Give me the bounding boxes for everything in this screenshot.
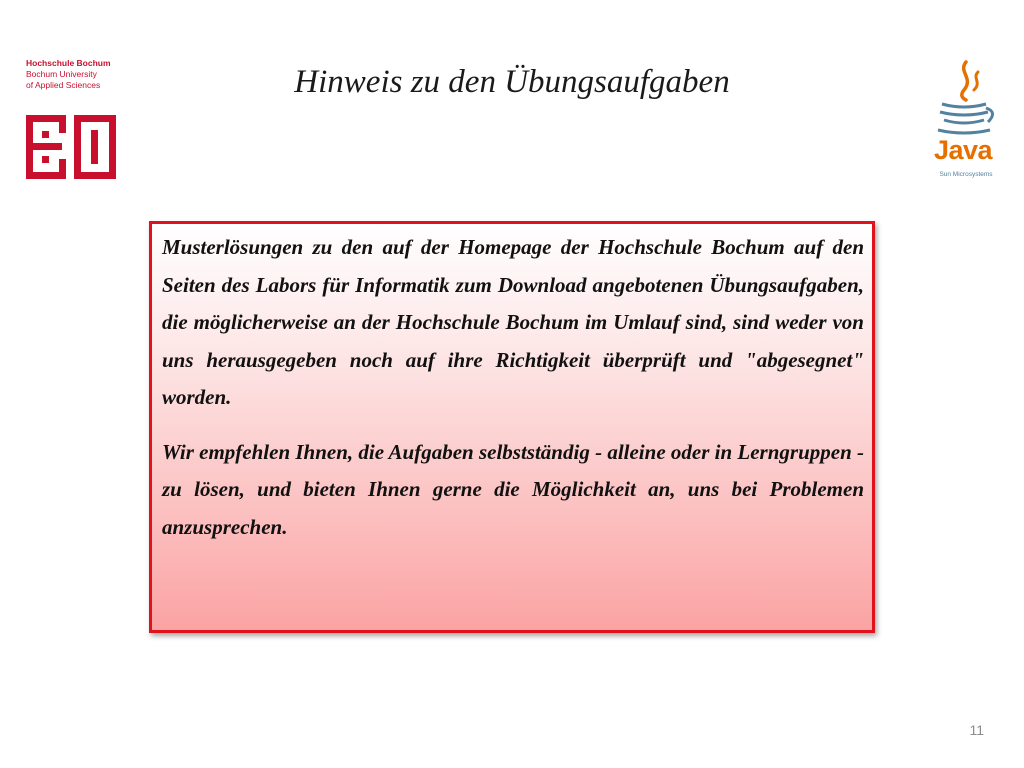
notice-box <box>149 221 875 633</box>
notice-paragraph-2: Wir empfehlen Ihnen, die Aufgaben selbstständig - alleine oder in Lerngruppen - zu lösen, und bieten Ihnen gerne die Möglichkeit an, uns bei Problemen anzusprechen. <box>162 439 864 539</box>
notice-paragraph-1: Musterlösungen zu den auf der Homepage der Hochschule Bochum auf den Seiten des Labors für Informatik zum Download angebotenen Übungsaufgaben, die möglicherweise an der Hochschule Bochum im Umlauf sind, sind weder von uns herausgegeben noch auf ihre Richtigkeit überprüft und "abgesegnet" worden. <box>162 235 864 409</box>
java-logo-word: Java <box>934 135 993 165</box>
java-logo-subtitle: Sun Microsystems <box>939 171 993 178</box>
page-number: 11 <box>969 722 984 738</box>
university-name-line-1: Hochschule Bochum <box>26 58 111 68</box>
bo-logo-icon <box>26 115 116 179</box>
university-name-line-3: of Applied Sciences <box>26 80 101 90</box>
university-name-line-2: Bochum University <box>26 69 97 79</box>
slide-title: Hinweis zu den Übungsaufgaben <box>294 64 730 100</box>
